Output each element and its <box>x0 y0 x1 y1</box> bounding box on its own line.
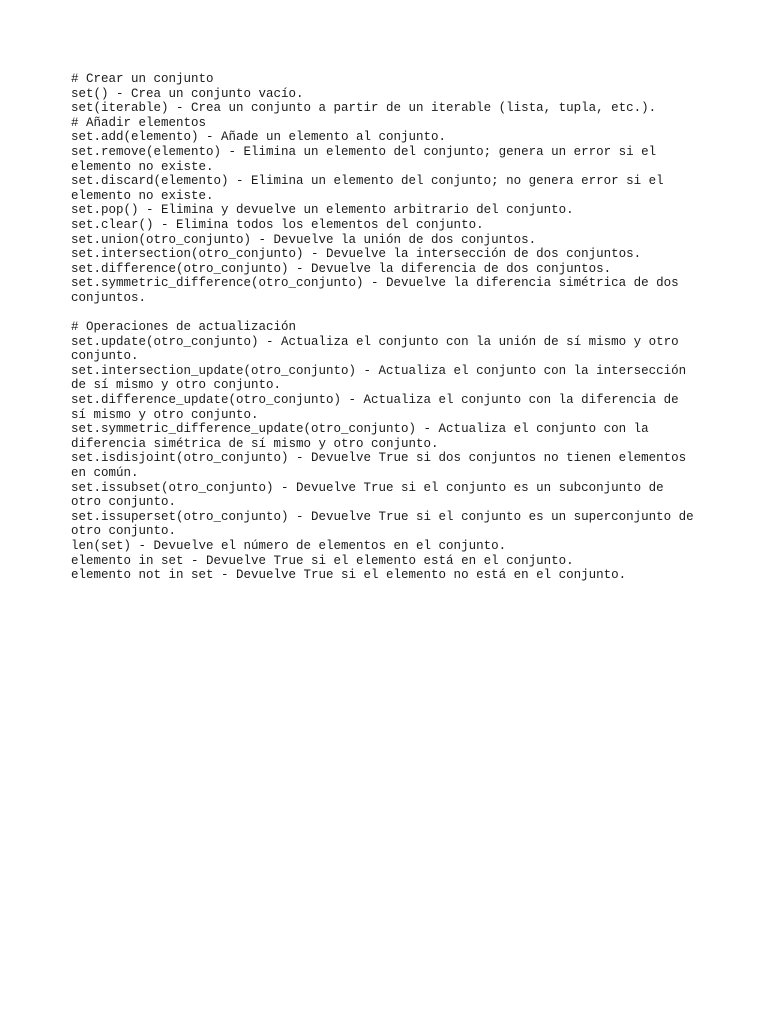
text-line: set() - Crea un conjunto vacío. <box>71 86 304 101</box>
text-line: set.difference(otro_conjunto) - Devuelve la diferencia de dos conjuntos. <box>71 261 612 276</box>
text-line: set.symmetric_difference_update(otro_conjunto) - Actualiza el conjunto con la <box>71 422 649 437</box>
text-line: set.difference_update(otro_conjunto) - Actualiza el conjunto con la diferencia de <box>71 393 679 408</box>
comment-heading-update: # Operaciones de actualización <box>71 320 297 335</box>
text-line: set.symmetric_difference(otro_conjunto) - Devuelve la diferencia simétrica de dos <box>71 276 679 291</box>
text-line: set.issuperset(otro_conjunto) - Devuelve True si el conjunto es un superconjunto de <box>71 509 694 524</box>
text-line: set.issubset(otro_conjunto) - Devuelve True si el conjunto es un subconjunto de <box>71 480 664 495</box>
text-line: set.union(otro_conjunto) - Devuelve la unión de dos conjuntos. <box>71 232 537 247</box>
text-line: elemento no existe. <box>71 159 214 174</box>
blank-line <box>71 306 711 321</box>
text-line: otro conjunto. <box>71 495 177 510</box>
text-line: set.clear() - Elimina todos los elementos del conjunto. <box>71 217 484 232</box>
text-line: sí mismo y otro conjunto. <box>71 407 259 422</box>
text-line: set.add(elemento) - Añade un elemento al conjunto. <box>71 130 447 145</box>
text-line: set.pop() - Elimina y devuelve un elemento arbitrario del conjunto. <box>71 203 574 218</box>
text-line: elemento in set - Devuelve True si el elemento está en el conjunto. <box>71 553 574 568</box>
text-line: set.update(otro_conjunto) - Actualiza el conjunto con la unión de sí mismo y otro <box>71 334 679 349</box>
text-line: diferencia simétrica de sí mismo y otro conjunto. <box>71 436 439 451</box>
text-line: de sí mismo y otro conjunto. <box>71 378 282 393</box>
text-line: en común. <box>71 466 139 481</box>
text-line: elemento no existe. <box>71 188 214 203</box>
text-line: set(iterable) - Crea un conjunto a partir de un iterable (lista, tupla, etc.). <box>71 101 657 116</box>
text-line: len(set) - Devuelve el número de elementos en el conjunto. <box>71 539 507 553</box>
text-line: set.isdisjoint(otro_conjunto) - Devuelve True si dos conjuntos no tienen elementos <box>71 451 687 466</box>
text-line: set.intersection(otro_conjunto) - Devuelve la intersección de dos conjuntos. <box>71 247 642 262</box>
text-line: conjuntos. <box>71 290 147 305</box>
comment-heading-create: # Crear un conjunto <box>71 72 214 86</box>
text-line: elemento not in set - Devuelve True si el elemento no está en el conjunto. <box>71 568 627 583</box>
text-line: set.discard(elemento) - Elimina un elemento del conjunto; no genera error si el <box>71 174 664 189</box>
text-line: conjunto. <box>71 349 139 364</box>
comment-heading-add: # Añadir elementos <box>71 115 207 130</box>
document-page <box>71 72 711 583</box>
text-line: set.remove(elemento) - Elimina un elemento del conjunto; genera un error si el <box>71 144 657 159</box>
text-line: set.intersection_update(otro_conjunto) - Actualiza el conjunto con la intersección <box>71 363 687 378</box>
text-line: otro conjunto. <box>71 524 177 539</box>
